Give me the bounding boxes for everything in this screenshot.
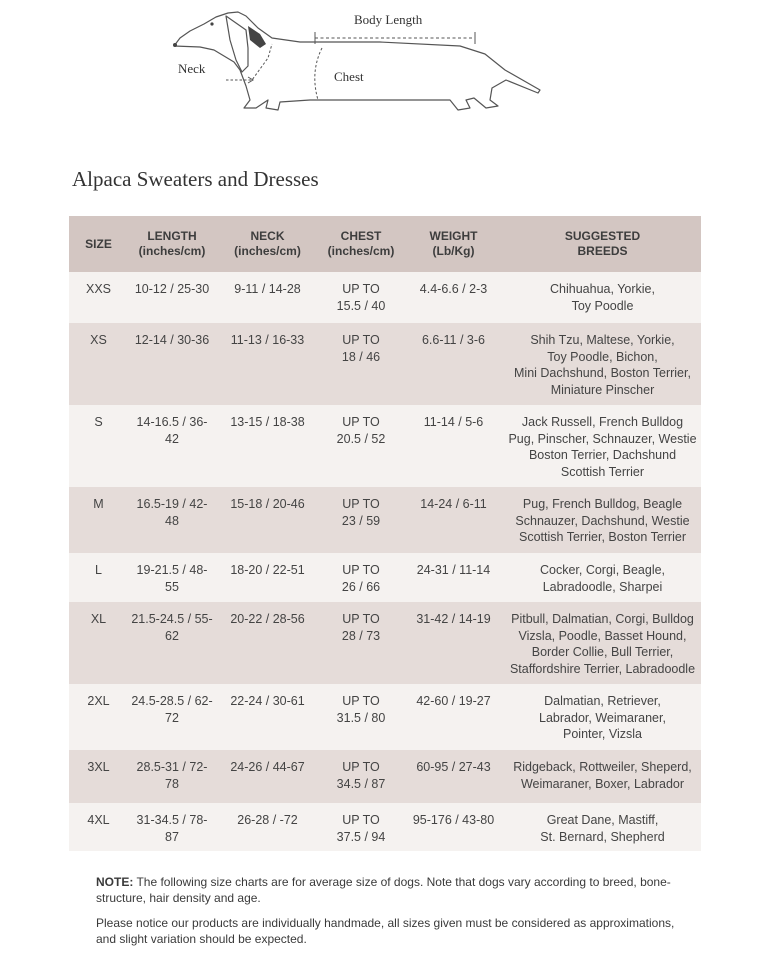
cell-size: XXS xyxy=(69,272,128,323)
cell-size: 2XL xyxy=(69,684,128,750)
dog-collar xyxy=(248,26,266,48)
note-text: The following size charts are for average size of dogs. Note that dogs vary according to breed, bone-structure, hair density and age. xyxy=(96,875,671,905)
cell-breeds: Shih Tzu, Maltese, Yorkie, Toy Poodle, Bichon, Mini Dachshund, Boston Terrier, Miniature Pinscher xyxy=(504,323,701,405)
cell-length: 24.5-28.5 / 62-72 xyxy=(128,684,216,750)
cell-breeds: Jack Russell, French Bulldog Pug, Pinscher, Schnauzer, Westie Boston Terrier, Dachshund Scottish Terrier xyxy=(504,405,701,487)
cell-weight: 42-60 / 19-27 xyxy=(403,684,504,750)
cell-neck: 22-24 / 30-61 xyxy=(216,684,319,750)
chest-label: Chest xyxy=(334,69,364,84)
dog-measurement-diagram xyxy=(160,0,560,130)
cell-weight: 24-31 / 11-14 xyxy=(403,553,504,602)
cell-breeds: Pug, French Bulldog, Beagle Schnauzer, Dachshund, Westie Scottish Terrier, Boston Terrier xyxy=(504,487,701,553)
cell-size: XS xyxy=(69,323,128,405)
cell-weight: 11-14 / 5-6 xyxy=(403,405,504,487)
cell-size: M xyxy=(69,487,128,553)
table-row xyxy=(69,553,701,602)
cell-size: L xyxy=(69,553,128,602)
cell-breeds: Dalmatian, Retriever, Labrador, Weimaraner, Pointer, Vizsla xyxy=(504,684,701,750)
neck-label: Neck xyxy=(178,61,206,76)
cell-chest: UP TO 18 / 46 xyxy=(319,323,403,405)
cell-length: 21.5-24.5 / 55-62 xyxy=(128,602,216,684)
table-row xyxy=(69,684,701,750)
notes-section xyxy=(96,875,696,957)
size-chart-table xyxy=(69,216,701,851)
header-length: LENGTH (inches/cm) xyxy=(128,216,216,272)
header-size: SIZE xyxy=(69,216,128,272)
cell-chest: UP TO 31.5 / 80 xyxy=(319,684,403,750)
note-label: NOTE: xyxy=(96,875,134,889)
cell-chest: UP TO 23 / 59 xyxy=(319,487,403,553)
dog-eye xyxy=(210,22,213,25)
cell-neck: 11-13 / 16-33 xyxy=(216,323,319,405)
header-breeds: SUGGESTED BREEDS xyxy=(504,216,701,272)
table-row xyxy=(69,323,701,405)
cell-neck: 13-15 / 18-38 xyxy=(216,405,319,487)
cell-neck: 20-22 / 28-56 xyxy=(216,602,319,684)
cell-chest: UP TO 34.5 / 87 xyxy=(319,750,403,803)
cell-weight: 95-176 / 43-80 xyxy=(403,803,504,851)
cell-neck: 9-11 / 14-28 xyxy=(216,272,319,323)
cell-weight: 6.6-11 / 3-6 xyxy=(403,323,504,405)
cell-chest: UP TO 26 / 66 xyxy=(319,553,403,602)
cell-length: 28.5-31 / 72-78 xyxy=(128,750,216,803)
cell-breeds: Cocker, Corgi, Beagle, Labradoodle, Sharpei xyxy=(504,553,701,602)
cell-chest: UP TO 15.5 / 40 xyxy=(319,272,403,323)
cell-size: 4XL xyxy=(69,803,128,851)
cell-length: 14-16.5 / 36-42 xyxy=(128,405,216,487)
cell-chest: UP TO 28 / 73 xyxy=(319,602,403,684)
table-row xyxy=(69,405,701,487)
cell-breeds: Chihuahua, Yorkie, Toy Poodle xyxy=(504,272,701,323)
cell-neck: 26-28 / -72 xyxy=(216,803,319,851)
dog-nose xyxy=(173,43,177,47)
cell-length: 31-34.5 / 78-87 xyxy=(128,803,216,851)
cell-length: 10-12 / 25-30 xyxy=(128,272,216,323)
cell-size: S xyxy=(69,405,128,487)
dog-ear xyxy=(226,16,248,72)
handmade-notice: Please notice our products are individually handmade, all sizes given must be considered as approximations, and slight variation should be expected. xyxy=(96,916,675,946)
table-row xyxy=(69,602,701,684)
cell-weight: 60-95 / 27-43 xyxy=(403,750,504,803)
cell-size: XL xyxy=(69,602,128,684)
header-neck: NECK (inches/cm) xyxy=(216,216,319,272)
cell-neck: 18-20 / 22-51 xyxy=(216,553,319,602)
cell-breeds: Ridgeback, Rottweiler, Sheperd, Weimaraner, Boxer, Labrador xyxy=(504,750,701,803)
cell-breeds: Great Dane, Mastiff, St. Bernard, Shepherd xyxy=(504,803,701,851)
table-row xyxy=(69,487,701,553)
cell-length: 12-14 / 30-36 xyxy=(128,323,216,405)
cell-weight: 4.4-6.6 / 2-3 xyxy=(403,272,504,323)
chest-guide-line xyxy=(315,48,322,100)
cell-chest: UP TO 37.5 / 94 xyxy=(319,803,403,851)
cell-neck: 15-18 / 20-46 xyxy=(216,487,319,553)
note-paragraph xyxy=(96,875,696,906)
cell-length: 16.5-19 / 42-48 xyxy=(128,487,216,553)
header-weight: WEIGHT (Lb/Kg) xyxy=(403,216,504,272)
cell-chest: UP TO 20.5 / 52 xyxy=(319,405,403,487)
header-row xyxy=(69,216,701,272)
cell-neck: 24-26 / 44-67 xyxy=(216,750,319,803)
cell-size: 3XL xyxy=(69,750,128,803)
cell-breeds: Pitbull, Dalmatian, Corgi, Bulldog Vizsla, Poodle, Basset Hound, Border Collie, Bull Terrier, Staffordshire Terrier, Labradoodle xyxy=(504,602,701,684)
cell-length: 19-21.5 / 48-55 xyxy=(128,553,216,602)
header-chest: CHEST (inches/cm) xyxy=(319,216,403,272)
table-row xyxy=(69,750,701,803)
page-title: Alpaca Sweaters and Dresses xyxy=(72,167,319,191)
cell-weight: 31-42 / 14-19 xyxy=(403,602,504,684)
table-row xyxy=(69,272,701,323)
body-length-label: Body Length xyxy=(354,12,423,27)
table-row xyxy=(69,803,701,851)
cell-weight: 14-24 / 6-11 xyxy=(403,487,504,553)
